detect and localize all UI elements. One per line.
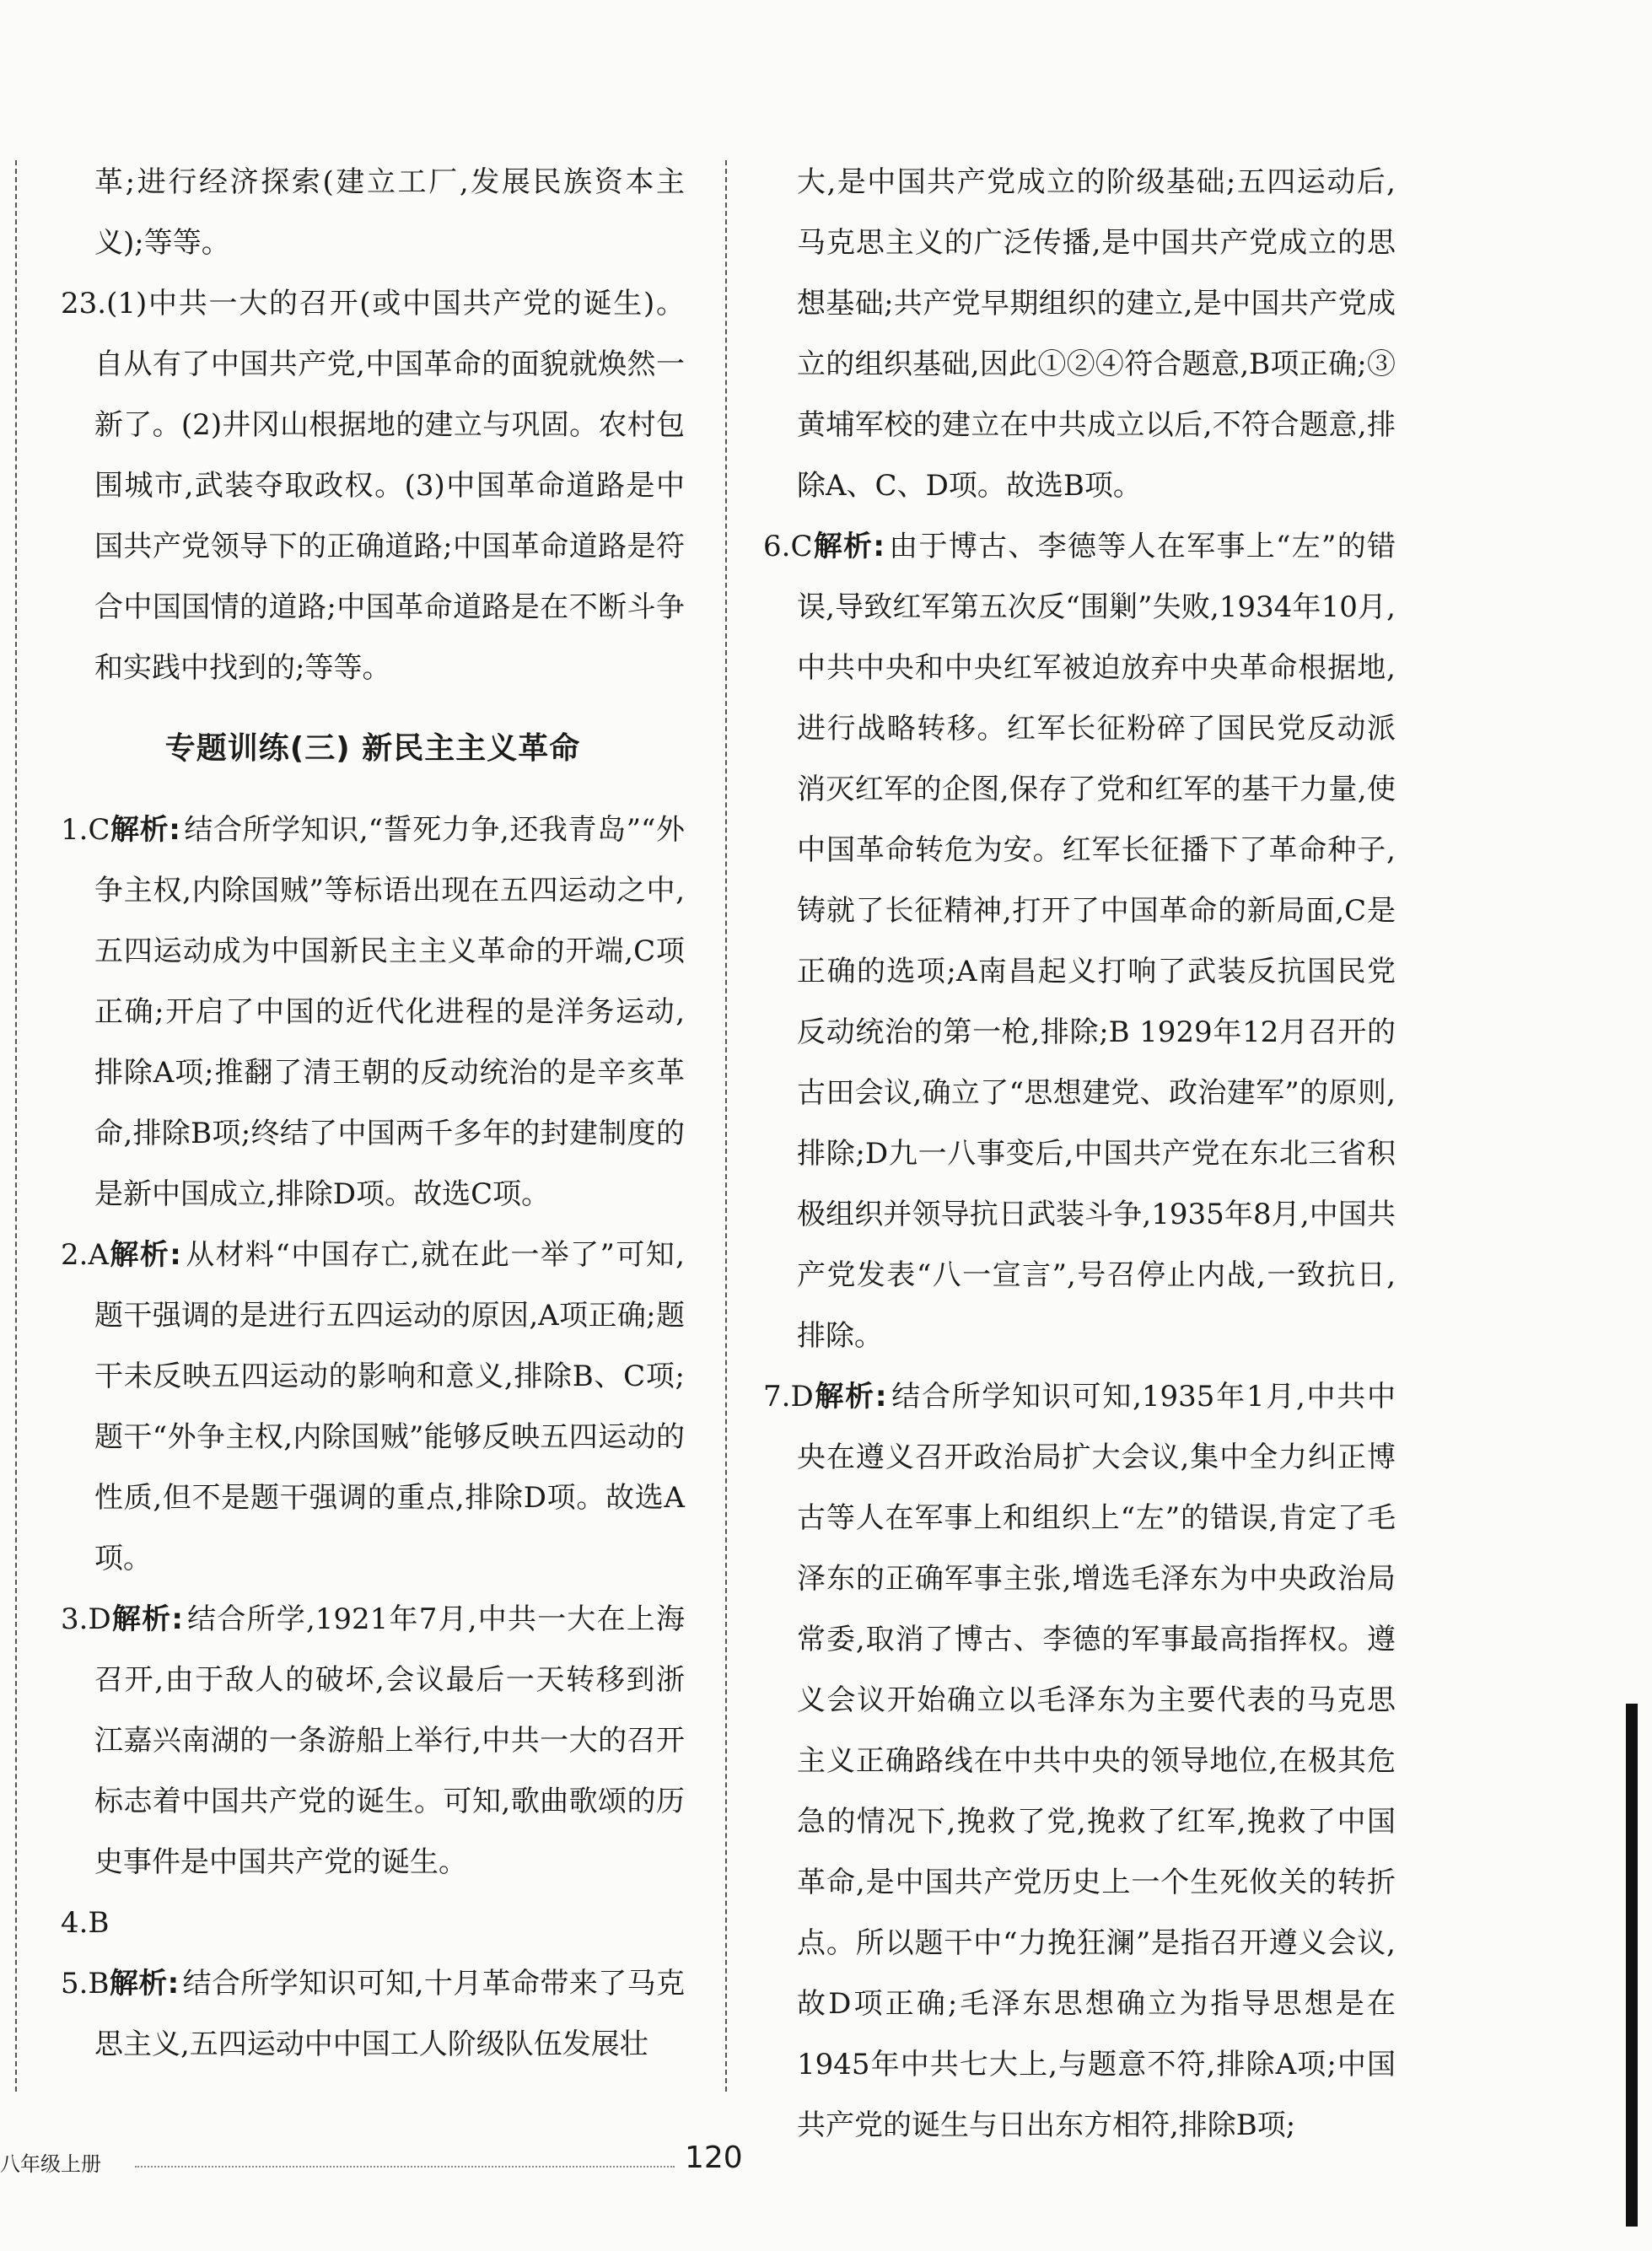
analysis-label: 解析:: [813, 1380, 887, 1414]
answer-item: [61, 1953, 685, 2075]
grade-label: 八年级上册: [0, 2152, 101, 2176]
question-5-continuation: 大,是中国共产党成立的阶级基础;五四运动后,马克思主义的广泛传播,是中国共产党成立的思想基础;共产党早期组织的建立,是中国共产党成立的组织基础,因此①②④符合题意,B项正确;③黄埔军校的建立在中共成立以后,不符合题意,排除A、C、D项。故选B项。: [797, 165, 1396, 503]
answer-number: 1.C: [61, 813, 110, 847]
answer-item: [61, 1589, 685, 1893]
question-23: [61, 273, 685, 698]
answer-number: 3.D: [61, 1602, 111, 1636]
analysis-text: 从材料“中国存亡,就在此一举了”可知,题干强调的是进行五四运动的原因,A项正确;题干未反映五四运动的影响和意义,排除B、C项;题干“外争主权,内除国贼”能够反映五四运动的性质,但不是题干强调的重点,排除D项。故选A项。: [94, 1238, 685, 1575]
footer-dotted-line: [135, 2166, 675, 2168]
column-divider-rule: [725, 160, 727, 2092]
question-answer-text: (1)中共一大的召开(或中国共产党的诞生)。自从有了中国共产党,中国革命的面貌就焕然一新了。(2)井冈山根据地的建立与巩固。农村包围城市,武装夺取政权。(3)中国革命道路是中国共产党领导下的正确道路;中国革命道路是符合中国国情的道路;中国革命道路是在不断斗争和实践中找到的;等等。: [94, 287, 685, 685]
analysis-text: 结合所学知识,“誓死力争,还我青岛”“外争主权,内除国贼”等标语出现在五四运动之中,五四运动成为中国新民主主义革命的开端,C项正确;开启了中国的近代化进程的是洋务运动,排除A项;推翻了清王朝的反动统治的是辛亥革命,排除B项;终结了中国两千多年的封建制度的是新中国成立,排除D项。故选C项。: [94, 813, 685, 1211]
question-22-continuation: 革;进行经济探索(建立工厂,发展民族资本主义);等等。: [94, 165, 685, 260]
right-column: [763, 152, 1396, 2156]
answer-number: 6.C: [763, 530, 813, 563]
analysis-text: 结合所学知识可知,1935年1月,中共中央在遵义召开政治局扩大会议,集中全力纠正博古等人在军事上和组织上“左”的错误,肯定了毛泽东的正确军事主张,增选毛泽东为中央政治局常委,取消了博古、李德的军事最高指挥权。遵义会议开始确立以毛泽东为主要代表的马克思主义正确路线在中共中央的领导地位,在极其危急的情况下,挽救了党,挽救了红军,挽救了中国革命,是中国共产党历史上一个生死攸关的转折点。所以题干中“力挽狂澜”是指召开遵义会议,故D项正确;毛泽东思想确立为指导思想是在1945年中共七大上,与题意不符,排除A项;中国共产党的诞生与日出东方相符,排除B项;: [797, 1380, 1396, 2142]
analysis-text: 由于博古、李德等人在军事上“左”的错误,导致红军第五次反“围剿”失败,1934年10月,中共中央和中央红军被迫放弃中央革命根据地,进行战略转移。红军长征粉碎了国民党反动派消灭红军的企图,保存了党和红军的基干力量,使中国革命转危为安。红军长征播下了革命种子,铸就了长征精神,打开了中国革命的新局面,C是正确的选项;A南昌起义打响了武装反抗国民党反动统治的第一枪,排除;B 1929年12月召开的古田会议,确立了“思想建党、政治建军”的原则,排除;D九一八事变后,中国共产党在东北三省积极组织并领导抗日武装斗争,1935年8月,中国共产党发表“八一宣言”,号召停止内战,一致抗日,排除。: [797, 530, 1396, 1353]
answer-item: [61, 1225, 685, 1589]
left-column: [61, 152, 685, 2075]
analysis-label: 解析:: [110, 813, 180, 847]
analysis-label: 解析:: [110, 1602, 183, 1636]
analysis-label: 解析:: [109, 1967, 180, 2001]
answer-item: [61, 800, 685, 1225]
analysis-label: 解析:: [812, 530, 885, 563]
section-title: 专题训练(三) 新民主主义革命: [164, 731, 581, 766]
answer-number: 4.B: [61, 1906, 110, 1940]
scan-edge-shadow: [1626, 1704, 1638, 2227]
answer-number: 5.B: [61, 1967, 110, 2001]
analysis-text: 结合所学,1921年7月,中共一大在上海召开,由于敌人的破坏,会议最后一天转移到浙江嘉兴南湖的一条游船上举行,中共一大的召开标志着中国共产党的诞生。可知,歌曲歌颂的历史事件是中国共产党的诞生。: [94, 1602, 685, 1879]
answer-item: [763, 1366, 1396, 2156]
binding-margin-rule: [15, 160, 17, 2092]
page-number: 120: [685, 2141, 743, 2175]
answer-number: 2.A: [61, 1238, 109, 1272]
question-number: 23.: [61, 287, 107, 320]
answer-list-right: [763, 516, 1396, 2156]
answer-item: [61, 1893, 685, 1953]
analysis-label: 解析:: [109, 1238, 181, 1272]
page-footer: [0, 2141, 1652, 2183]
answer-number: 7.D: [763, 1380, 814, 1414]
answer-item: [763, 516, 1396, 1366]
answer-list-left: [61, 800, 685, 2075]
analysis-text: 结合所学知识可知,十月革命带来了马克思主义,五四运动中中国工人阶级队伍发展壮: [94, 1967, 685, 2061]
